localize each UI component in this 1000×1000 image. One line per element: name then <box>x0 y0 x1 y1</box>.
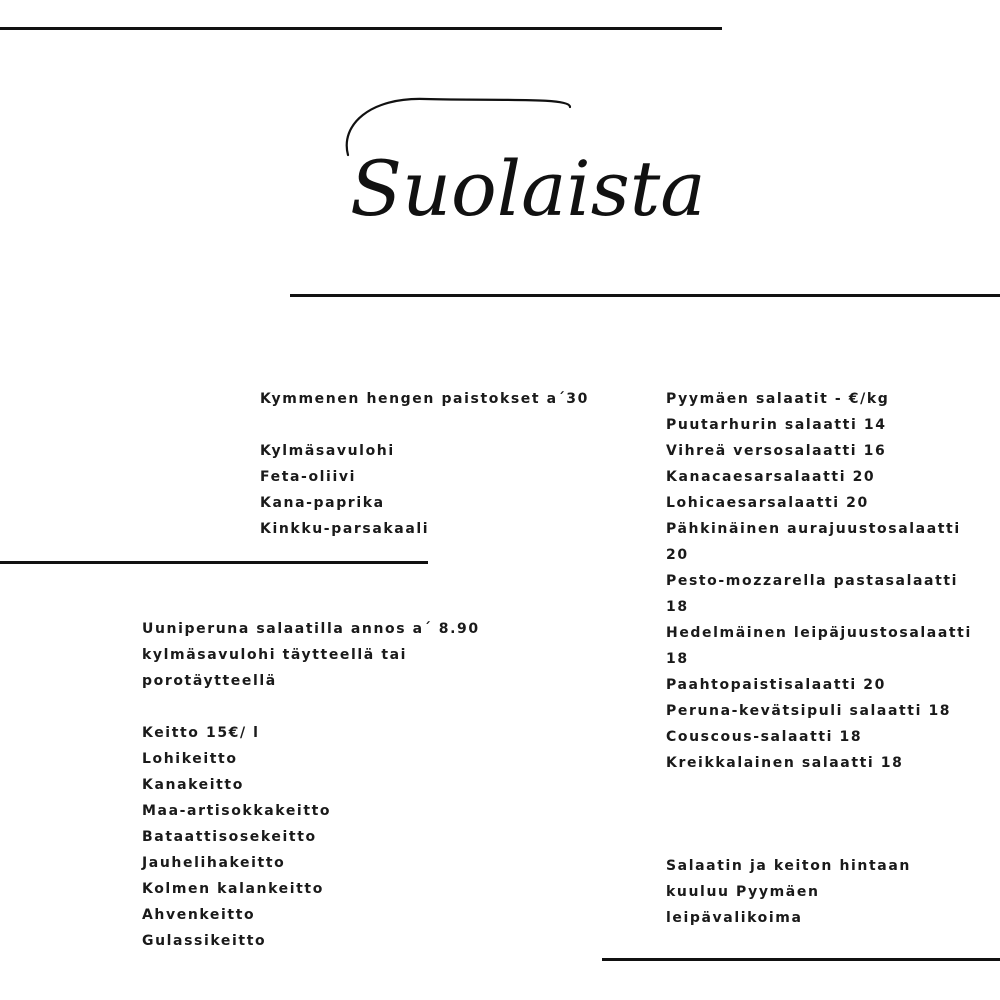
soup-item: Gulassikeitto <box>142 933 267 949</box>
pie-item: Kylmäsavulohi <box>260 443 395 459</box>
note-line: leipävalikoima <box>666 910 803 926</box>
title-text: Suolaista <box>350 144 706 233</box>
pie-item: Kinkku-parsakaali <box>260 521 430 537</box>
soup-item: Kanakeitto <box>142 777 244 793</box>
soup-item: Maa-artisokkakeitto <box>142 803 332 819</box>
salad-line: Pähkinäinen aurajuustosalaatti <box>666 521 961 537</box>
salads-section <box>666 386 972 776</box>
salad-line: Kanacaesarsalaatti 20 <box>666 469 876 485</box>
salad-line: Vihreä versosalaatti 16 <box>666 443 887 459</box>
soup-item: Jauhelihakeitto <box>142 855 286 871</box>
pies-section <box>260 386 589 542</box>
salad-line: Couscous-salaatti 18 <box>666 729 863 745</box>
pie-item: Kana-paprika <box>260 495 385 511</box>
note-line: Salaatin ja keiton hintaan <box>666 858 911 874</box>
potato-soup-section <box>142 616 480 954</box>
bread-note <box>666 853 911 931</box>
soup-heading: Keitto 15€/ l <box>142 725 260 741</box>
pies-heading: Kymmenen hengen paistokset a´30 <box>260 391 589 407</box>
note-line: kuuluu Pyymäen <box>666 884 820 900</box>
salad-line: Lohicaesarsalaatti 20 <box>666 495 869 511</box>
potato-line: porotäytteellä <box>142 673 277 689</box>
potato-line: Uuniperuna salaatilla annos a´ 8.90 <box>142 621 480 637</box>
salads-heading: Pyymäen salaatit - €/kg <box>666 391 890 407</box>
soup-item: Ahvenkeitto <box>142 907 256 923</box>
soup-item: Bataattisosekeitto <box>142 829 317 845</box>
salad-line: 18 <box>666 651 689 667</box>
pie-item: Feta-oliivi <box>260 469 356 485</box>
salad-line: Puutarhurin salaatti 14 <box>666 417 887 433</box>
salad-line: 20 <box>666 547 689 563</box>
salad-line: Kreikkalainen salaatti 18 <box>666 755 904 771</box>
salad-line: Paahtopaistisalaatti 20 <box>666 677 886 693</box>
potato-line: kylmäsavulohi täytteellä tai <box>142 647 408 663</box>
bottom-rule <box>602 958 1000 961</box>
title-rule <box>290 294 1000 297</box>
salad-line: 18 <box>666 599 689 615</box>
soup-item: Kolmen kalankeitto <box>142 881 324 897</box>
page-title <box>330 85 706 255</box>
soup-item: Lohikeitto <box>142 751 238 767</box>
salad-line: Hedelmäinen leipäjuustosalaatti <box>666 625 972 641</box>
title-script <box>330 85 706 255</box>
salad-line: Pesto-mozzarella pastasalaatti <box>666 573 959 589</box>
top-rule <box>0 27 722 30</box>
salad-line: Peruna-kevätsipuli salaatti 18 <box>666 703 952 719</box>
pies-rule <box>0 561 428 564</box>
